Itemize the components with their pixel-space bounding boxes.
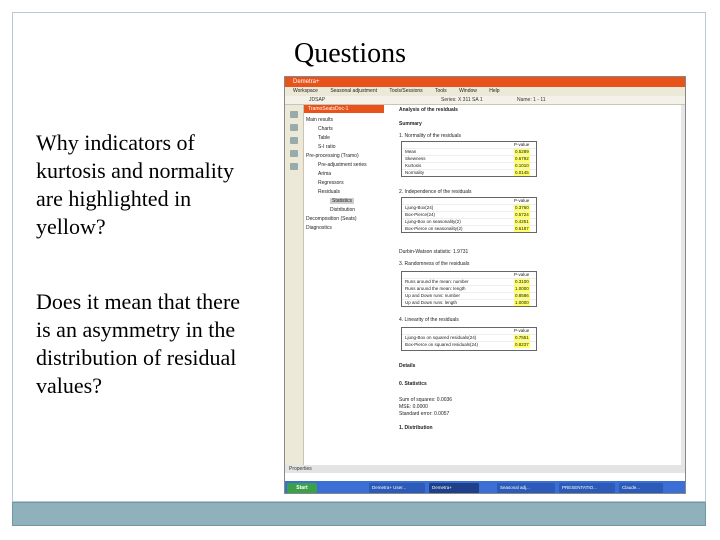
table-row (402, 285, 536, 292)
sum-of-squares: Sum of squares: 0.0036 (399, 397, 453, 403)
menu-seasonal-adjustment[interactable]: Seasonal adjustment (330, 88, 378, 94)
row-pvalue: 0.0145 (515, 170, 529, 175)
question-1: Why indicators of kurtosis and normality are highlighted in yellow? (36, 130, 234, 239)
row-label: Runs around the mean: number (405, 279, 469, 284)
row-pvalue: 0.8586 (515, 293, 529, 298)
tree-node[interactable]: Statistics (332, 198, 353, 204)
menu-bar (285, 87, 685, 96)
standard-error: Standard error: 0.0057 (399, 411, 450, 417)
row-label: Box-Pierce on seasonality(2) (405, 226, 463, 231)
toolbar-spec[interactable]: JDSAP (309, 97, 326, 103)
add-icon[interactable] (290, 124, 298, 131)
table-row (402, 225, 536, 232)
distribution-label: 1. Distribution (399, 425, 433, 431)
table-row (402, 211, 536, 218)
tree-node[interactable]: Regressors (318, 180, 344, 186)
normality-table (401, 141, 537, 177)
results-scrollbar[interactable] (681, 105, 686, 465)
menu-window[interactable]: Window (459, 88, 477, 94)
star-icon[interactable] (290, 137, 298, 144)
row-pvalue: 0.6187 (515, 226, 529, 231)
tree-node[interactable]: Distribution (330, 207, 356, 213)
file-icon[interactable] (290, 150, 298, 157)
tree-node[interactable]: S-I ratio (318, 144, 336, 150)
tree-node[interactable]: Charts (318, 126, 333, 132)
table-row (402, 204, 536, 211)
menu-help[interactable]: Help (489, 88, 500, 94)
menu-tools[interactable]: Tools (435, 88, 447, 94)
row-pvalue: 1.0000 (515, 286, 529, 291)
tree-node[interactable]: Pre-processing (Tramo) (306, 153, 359, 159)
statistics-label: 0. Statistics (399, 381, 427, 387)
row-pvalue: 0.5289 (515, 149, 529, 154)
table-row (402, 218, 536, 225)
window-titlebar: Demetra+ (285, 77, 685, 87)
tree-node[interactable]: Diagnostics (306, 225, 332, 231)
table-row (402, 292, 536, 299)
task-2[interactable]: Seasonal adj... (497, 483, 555, 493)
row-pvalue: 0.4251 (515, 219, 529, 224)
properties-bar[interactable]: Properties (285, 465, 685, 473)
menu-workspace[interactable]: Workspace (293, 88, 318, 94)
row-label: Mean (405, 149, 417, 154)
row-pvalue: 0.3100 (515, 279, 529, 284)
tree-node[interactable]: Table (318, 135, 330, 141)
table-row (402, 341, 536, 348)
navigation-tree (304, 105, 394, 465)
table-row (402, 169, 536, 176)
pvalue-header: P-value (514, 272, 530, 277)
pvalue-header: P-value (514, 328, 530, 333)
taskbar (285, 481, 685, 494)
row-pvalue: 0.5724 (515, 212, 529, 217)
task-1[interactable]: Demetra+ (429, 483, 479, 493)
row-label: Box-Pierce on squared residuals(24) (405, 342, 479, 347)
table-row (402, 155, 536, 162)
tree-node[interactable]: Decomposition (Seats) (306, 216, 357, 222)
question-2: Does it mean that there is an asymmetry in the distribution of residual values? (36, 289, 241, 398)
results-panel (397, 105, 685, 465)
row-label: Kurtosis (405, 163, 422, 168)
row-label: Ljung-Box on squared residuals(24) (405, 335, 477, 340)
task-3[interactable]: PRESENTATIO... (559, 483, 615, 493)
row-pvalue: 0.3760 (515, 205, 529, 210)
row-label: Normality (405, 170, 425, 175)
row-label: Runs around the mean: length (405, 286, 466, 291)
slide-title: Questions (294, 38, 406, 69)
table-row (402, 148, 536, 155)
row-pvalue: 0.1010 (515, 163, 529, 168)
tree-node[interactable]: Residuals (318, 189, 340, 195)
table-row (402, 299, 536, 306)
row-label: Skewness (405, 156, 426, 161)
left-icon-strip (285, 105, 304, 465)
tree-node[interactable]: Pre-adjustment series (318, 162, 367, 168)
row-pvalue: 0.8237 (515, 342, 529, 347)
tree-node[interactable]: Main results (306, 117, 333, 123)
mse: MSE: 0.0000 (399, 404, 428, 410)
row-label: Ljung-Box(24) (405, 205, 434, 210)
randomness-table (401, 271, 537, 307)
toolbar (285, 96, 685, 105)
pvalue-header: P-value (514, 198, 530, 203)
durbin-watson: Durbin-Watson statistic: 1.9731 (399, 249, 469, 255)
task-0[interactable]: Demetra+ User... (369, 483, 425, 493)
document-tab[interactable]: TramoSeatsDoc-1 (304, 105, 384, 113)
tree-node[interactable]: Arima (318, 171, 332, 177)
slide-footer-bar (12, 502, 706, 526)
start-button[interactable]: Start (287, 483, 317, 493)
menu-tools-sessions[interactable]: Tools/Sessions (389, 88, 423, 94)
row-label: Ljung-Box on seasonality(2) (405, 219, 461, 224)
toolbar-name[interactable]: Name: 1 - 11 (517, 97, 546, 103)
workspace-icon[interactable] (290, 111, 298, 118)
details-label: Details (399, 363, 416, 369)
row-label: Up and Down runs: number (405, 293, 461, 298)
independence-table (401, 197, 537, 233)
task-4[interactable]: Claude... (619, 483, 663, 493)
table-row (402, 162, 536, 169)
summary-label: Summary (399, 121, 422, 127)
section-linearity: 4. Linearity of the residuals (399, 317, 459, 323)
row-pvalue: 0.7551 (515, 335, 529, 340)
section-randomness: 3. Randomness of the residuals (399, 261, 470, 267)
row-pvalue: 0.6792 (515, 156, 529, 161)
results-heading: Analysis of the residuals (399, 107, 458, 113)
row-label: Box-Pierce(24) (405, 212, 436, 217)
linearity-table (401, 327, 537, 351)
row-pvalue: 1.0000 (515, 300, 529, 305)
pvalue-header: P-value (514, 142, 530, 147)
toolbar-series[interactable]: Series: X 311 SA 1 (441, 97, 483, 103)
section-independence: 2. Independence of the residuals (399, 189, 472, 195)
doc-icon[interactable] (290, 163, 298, 170)
section-normality: 1. Normality of the residuals (399, 133, 461, 139)
table-row (402, 278, 536, 285)
row-label: Up and Down runs: length (405, 300, 458, 305)
table-row (402, 334, 536, 341)
demetra-screenshot (284, 76, 686, 494)
